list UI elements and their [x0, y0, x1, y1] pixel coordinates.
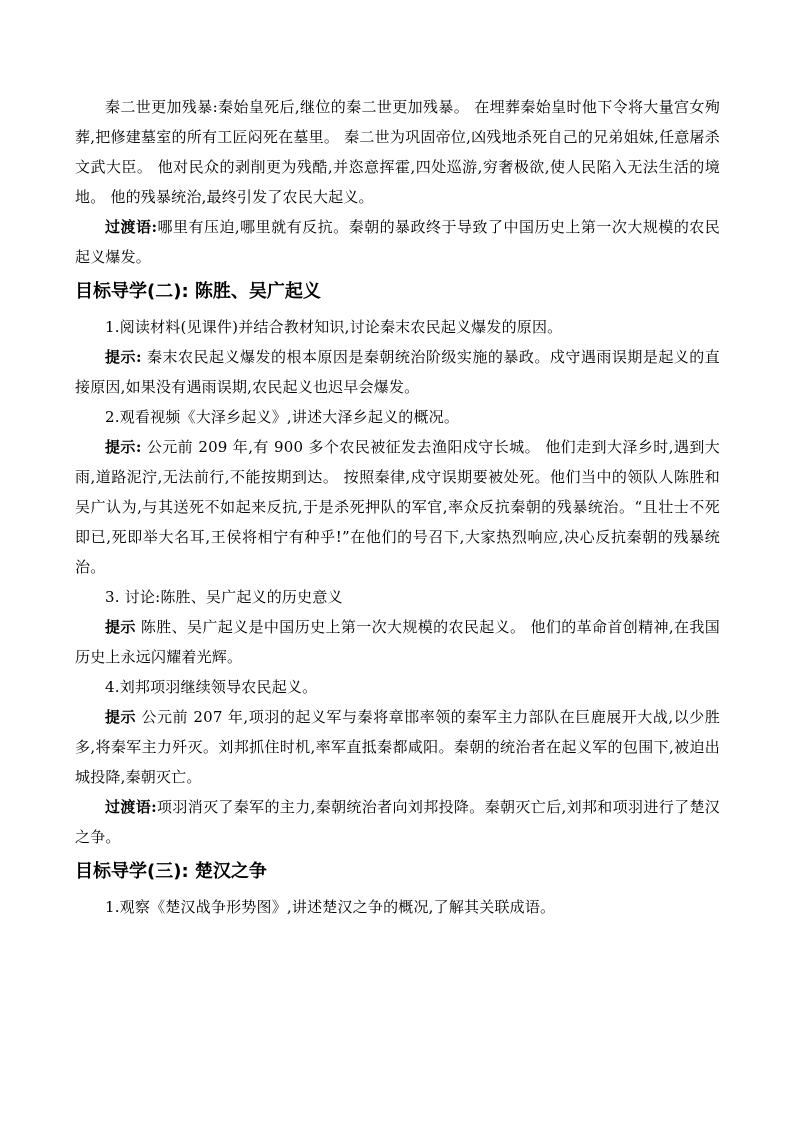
hint-paragraph — [75, 432, 720, 582]
paragraph-label: 过渡语: — [105, 218, 158, 236]
paragraph-text: 公元前 209 年,有 900 多个农民被征发去渔阳戍守长城。 他们走到大泽乡时,遇到大雨,道路泥泞,无法前行,不能按期到达。 按照秦律,戍守误期要被处死。他们当中的领队人陈胜和吴广认为,与其送死不如起来反抗,于是杀死押队的军官,率众反抗秦朝的残暴统治。“且壮士不死即已,死即举大名耳,王侯将相宁有种乎!”在他们的号召下,大家热烈响应,决心反抗秦朝的残暴统治。 — [75, 438, 720, 576]
paragraph-text: 1.阅读材料(见课件)并结合教材知识,讨论秦末农民起义爆发的原因。 — [105, 318, 563, 336]
paragraph-text: 项羽消灭了秦军的主力,秦朝统治者向刘邦投降。秦朝灭亡后,刘邦和项羽进行了楚汉之争。 — [75, 798, 721, 846]
question-item — [75, 402, 720, 432]
question-item — [75, 582, 720, 612]
question-item — [75, 312, 720, 342]
hint-paragraph — [75, 342, 720, 402]
hint-paragraph — [75, 702, 720, 792]
paragraph-label: 提示: — [105, 348, 142, 366]
paragraph-text: 3. 讨论:陈胜、吴广起义的历史意义 — [105, 588, 343, 606]
paragraph-text: 公元前 207 年,项羽的起义军与秦将章邯率领的秦军主力部队在巨鹿展开大战,以少胜多,将秦军主力歼灭。刘邦抓住时机,率军直抵秦都咸阳。秦朝的统治者在起义军的包围下,被迫出城投降,秦朝灭亡。 — [75, 708, 721, 786]
paragraph-label: 提示 — [105, 708, 137, 726]
question-item — [75, 892, 720, 922]
paragraph-transition — [75, 792, 720, 852]
hint-paragraph — [75, 612, 720, 672]
paragraph-text: 秦二世更加残暴:秦始皇死后,继位的秦二世更加残暴。 在埋葬秦始皇时他下令将大量宫女殉葬,把修建墓室的所有工匠闷死在墓里。 秦二世为巩固帝位,凶残地杀死自己的兄弟姐妹,任意屠杀文武大臣。 他对民众的剥削更为残酷,并恣意挥霍,四处巡游,穷奢极欲,使人民陷入无法生活的境地。 他的残暴统治,最终引发了农民大起义。 — [75, 98, 720, 206]
document-body — [75, 92, 720, 922]
paragraph-text: 秦末农民起义爆发的根本原因是秦朝统治阶级实施的暴政。戍守遇雨误期是起义的直接原因,如果没有遇雨误期,农民起义也迟早会爆发。 — [75, 348, 721, 396]
paragraph-text: 陈胜、吴广起义是中国历史上第一次大规模的农民起义。 他们的革命首创精神,在我国历史上永远闪耀着光辉。 — [75, 618, 720, 666]
section-heading-chu-han: 目标导学(三): 楚汉之争 — [75, 861, 267, 882]
paragraph-label: 提示 — [105, 618, 136, 636]
paragraph-qin-ershi — [75, 92, 720, 212]
paragraph-transition — [75, 212, 720, 272]
question-item — [75, 672, 720, 702]
paragraph-text: 哪里有压迫,哪里就有反抗。秦朝的暴政终于导致了中国历史上第一次大规模的农民起义爆发。 — [75, 218, 720, 266]
section-heading-chen-wu: 目标导学(二): 陈胜、吴广起义 — [75, 281, 321, 302]
paragraph-text: 4.刘邦项羽继续领导农民起义。 — [105, 678, 318, 696]
paragraph-text: 1.观察《楚汉战争形势图》,讲述楚汉之争的概况,了解其关联成语。 — [105, 898, 556, 916]
paragraph-label: 提示: — [105, 438, 142, 456]
paragraph-text: 2.观看视频《大泽乡起义》,讲述大泽乡起义的概况。 — [105, 408, 460, 426]
paragraph-label: 过渡语: — [105, 798, 157, 816]
